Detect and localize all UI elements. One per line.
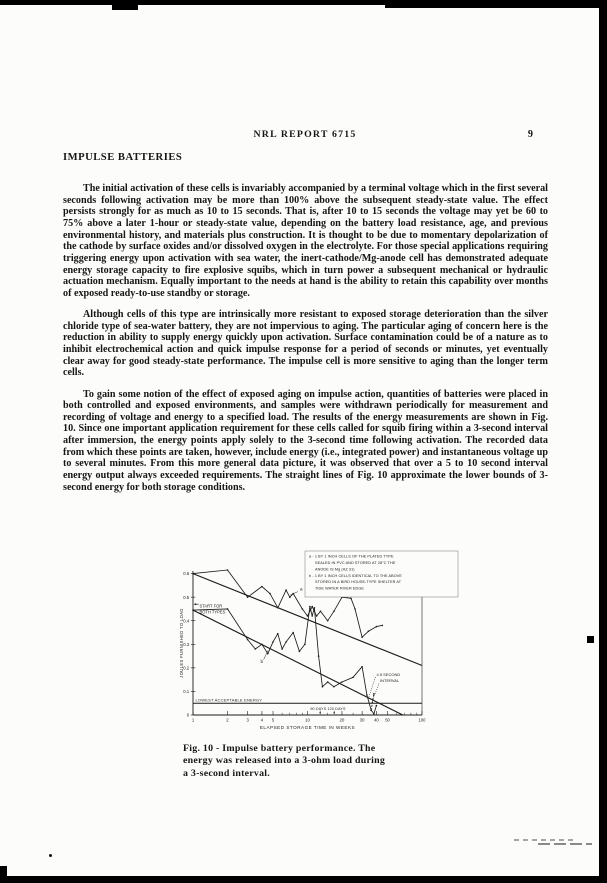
svg-text:a: a bbox=[300, 586, 303, 592]
scan-nub-bottom-left bbox=[0, 866, 7, 883]
svg-text:0.1: 0.1 bbox=[183, 689, 190, 695]
svg-text:30: 30 bbox=[359, 717, 365, 723]
svg-text:5: 5 bbox=[271, 717, 275, 723]
scan-smudge bbox=[538, 843, 592, 845]
svg-text:TIDE WATER RIVER EDGE: TIDE WATER RIVER EDGE bbox=[315, 586, 364, 591]
svg-text:0: 0 bbox=[186, 712, 190, 718]
scan-edge-right bbox=[599, 0, 607, 883]
page-number: 9 bbox=[527, 129, 533, 140]
caption-line: energy was released into a 3-ohm load during bbox=[183, 755, 386, 767]
svg-text:INTERVAL: INTERVAL bbox=[380, 677, 400, 683]
svg-text:0.3: 0.3 bbox=[183, 641, 190, 647]
svg-text:0.6: 0.6 bbox=[183, 571, 190, 577]
svg-text:a - 1 BY 1 INCH CELLS OF THE P: a - 1 BY 1 INCH CELLS OF THE PLATED TYPE bbox=[309, 554, 394, 559]
svg-text:20: 20 bbox=[339, 717, 345, 723]
svg-text:0.5: 0.5 bbox=[183, 594, 190, 600]
figure-10 bbox=[176, 547, 486, 780]
paragraph-3: To gain some notion of the effect of exposed aging on impulse action, quantities of batteries were placed in both controlled and exposed environments, and samples were withdrawn periodically for measurement and recording of voltage and energy to a specified load. The results of the energy measurements are shown in Fig. 10. Since one important application requirement for these cells called for squib firing within a 3-second interval after immersion, the energy points apply solely to the 3-second time following activation. The recorded data from which these points are taken, however, include energy (i.e., integrated power) and instantaneous voltage up to several minutes. From this more general data picture, it was observed that over a 5 to 10 second interval energy output always exceeded requirements. The straight lines of Fig. 10 approximate the lower bounds of 3-second energy for both storage conditions. bbox=[63, 388, 548, 493]
caption-line: a 3-second interval. bbox=[183, 767, 271, 779]
svg-text:b: b bbox=[260, 659, 264, 664]
svg-text:STORED IN A BIRD HOUSE-TYPE SH: STORED IN A BIRD HOUSE-TYPE SHELTER AT bbox=[315, 580, 402, 585]
paragraph-1: The initial activation of these cells is invariably accompanied by a terminal voltage which in the first several seconds following activation may be more than 100% above the subsequent steady-state value. The effect persists strongly for as much as 10 to 15 seconds. That is, after 10 to 15 seconds the voltage may yet be 60 to 75% above a later 1-hour or steady-state value, depending on the battery load resistance, age, and previous environmental history, and materials plus construction. It is thought to be due to momentary depolarization of the cathode by surface oxides and/or dissolved oxygen in the electrolyte. For those special applications requiring triggering energy upon activation with sea water, the inert-cathode/Mg-anode cell has demonstrated adequate energy storage capacity to fire explosive squibs, which in turn power a subsequent mechanical or hydraulic actuation mechanism. Equally important to the needs at hand is the ability to retain this capability over months of exposed ready-to-use standby or storage. bbox=[63, 183, 548, 299]
scan-blob-top bbox=[112, 0, 138, 10]
caption-line: Fig. 10 - Impulse battery performance. The bbox=[183, 743, 376, 754]
svg-text:START FOR: START FOR bbox=[199, 603, 223, 609]
svg-text:BOTH TYPES: BOTH TYPES bbox=[199, 609, 226, 615]
svg-text:b - 1 BY 1 INCH CELLS IDENTICA: b - 1 BY 1 INCH CELLS IDENTICAL TO THE ABOVE bbox=[309, 573, 402, 578]
svg-text:SEALED IN PVC AND STORED AT 28: SEALED IN PVC AND STORED AT 28°C THE bbox=[315, 560, 396, 565]
svg-text:JOULES FURNISHED TO LOAD: JOULES FURNISHED TO LOAD bbox=[179, 608, 184, 678]
svg-text:100: 100 bbox=[418, 717, 426, 723]
running-head bbox=[63, 129, 547, 140]
scan-smudge bbox=[514, 839, 576, 841]
svg-text:ANODE IS Mg (AZ 31): ANODE IS Mg (AZ 31) bbox=[315, 567, 355, 572]
scan-edge-top-right bbox=[385, 0, 607, 8]
svg-text:ELAPSED STORAGE TIME IN WEEKS: ELAPSED STORAGE TIME IN WEEKS bbox=[259, 724, 356, 730]
body-text bbox=[63, 183, 548, 503]
svg-text:10: 10 bbox=[305, 717, 310, 723]
figure-caption bbox=[183, 743, 486, 780]
paragraph-2: Although cells of this type are intrinsically more resistant to exposed storage deterioration than the silver chloride type of sea-water battery, they are not impervious to aging. The particular aging of concern here is the reduction in ability to supply energy quickly upon activation. Surface contamination could be of a nature as to inhibit electrochemical action and quick impulse response for a period of seconds or minutes, yet eventually clear away for good steady-state performance. The impulse cell is more sensitive to aging than the longer term cells. bbox=[63, 309, 548, 379]
report-title: NRL REPORT 6715 bbox=[253, 129, 357, 140]
svg-text:4.5 SECOND: 4.5 SECOND bbox=[376, 671, 401, 677]
svg-text:50: 50 bbox=[385, 717, 390, 723]
scan-edge-bottom bbox=[0, 876, 607, 883]
impulse-battery-chart bbox=[176, 547, 476, 737]
svg-text:0.4: 0.4 bbox=[183, 618, 190, 624]
svg-text:90 DAYS 120 DAYS: 90 DAYS 120 DAYS bbox=[310, 706, 346, 711]
scan-blob-right bbox=[587, 636, 594, 643]
svg-text:0.2: 0.2 bbox=[183, 665, 190, 671]
svg-text:2: 2 bbox=[226, 717, 229, 723]
stray-ink-dot bbox=[49, 854, 52, 857]
section-title: IMPULSE BATTERIES bbox=[63, 152, 183, 163]
svg-text:1: 1 bbox=[191, 717, 195, 723]
svg-text:3: 3 bbox=[246, 717, 249, 723]
svg-text:4: 4 bbox=[260, 717, 264, 723]
svg-text:LOWEST ACCEPTABLE ENERGY: LOWEST ACCEPTABLE ENERGY bbox=[195, 697, 263, 703]
svg-text:40: 40 bbox=[374, 717, 379, 723]
